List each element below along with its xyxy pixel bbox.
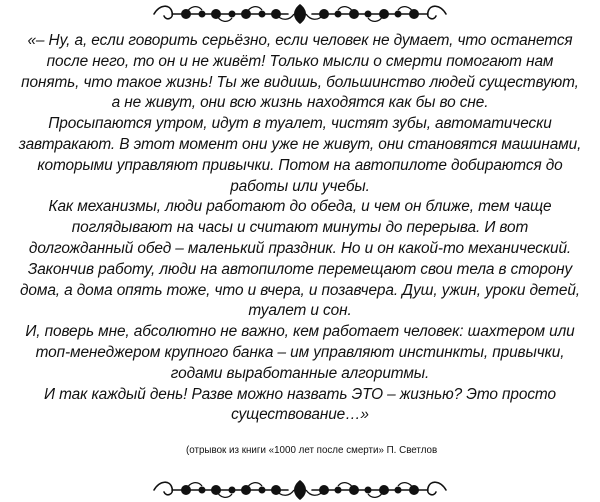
quote-line: топ-менеджером крупного банка – им управляют инстинкты, привычки, (35, 343, 565, 361)
quote-line: И, поверь мне, абсолютно не важно, кем работает человек: шахтером или (25, 323, 575, 341)
ornament-flourish-icon (150, 2, 450, 26)
ornament-flourish-icon (150, 478, 450, 502)
quote-line: понять, что такое жизнь! Ты же видишь, большинство людей существуют, (21, 73, 579, 91)
bottom-ornament (150, 478, 450, 502)
quote-line: Просыпаются утром, идут в туалет, чистят зубы, автоматически (48, 115, 552, 133)
quote-line: поглядывают на часы и считают минуты до перерыва. И вот (71, 219, 529, 237)
book-citation: (отрывок из книги «1000 лет после смерти» П. Светлов (186, 445, 438, 456)
quote-line: после него, то он и не живёт! Только мысли о смерти помогают нам (46, 52, 554, 70)
quote-line: существование…» (231, 406, 369, 424)
quote-line: Закончив работу, люди на автопилоте перемещают свои тела в сторону (27, 260, 573, 278)
quote-line: «– Ну, а, если говорить серьёзно, если человек не думает, что останется (27, 32, 573, 49)
quote-line: завтракают. В этот момент они уже не живут, они становятся машинами, (18, 135, 582, 153)
quote-line: годами выработанные алгоритмы. (170, 364, 430, 382)
quote-line: Как механизмы, люди работают до обеда, и чем он ближе, тем чаще (48, 198, 552, 216)
quote-line: работы или учебы. (230, 177, 370, 195)
quote-line: дома, а дома опять тоже, что и вчера, и позавчера. Душ, ужин, уроки детей, (20, 281, 580, 299)
top-ornament (150, 2, 450, 26)
quote-line: которыми управляют привычки. Потом на автопилоте добираются до (37, 156, 563, 174)
quote-line: а не живут, они всю жизнь находятся как бы во сне. (111, 94, 489, 112)
quote-line: долгожданный обед – маленький праздник. Но и он какой-то механический. (28, 239, 572, 257)
quote-text (6, 31, 594, 426)
quote-line: И так каждый день! Разве можно назвать ЭТО – жизнью? Это просто (44, 385, 556, 403)
quote-line: туалет и сон. (248, 302, 352, 320)
